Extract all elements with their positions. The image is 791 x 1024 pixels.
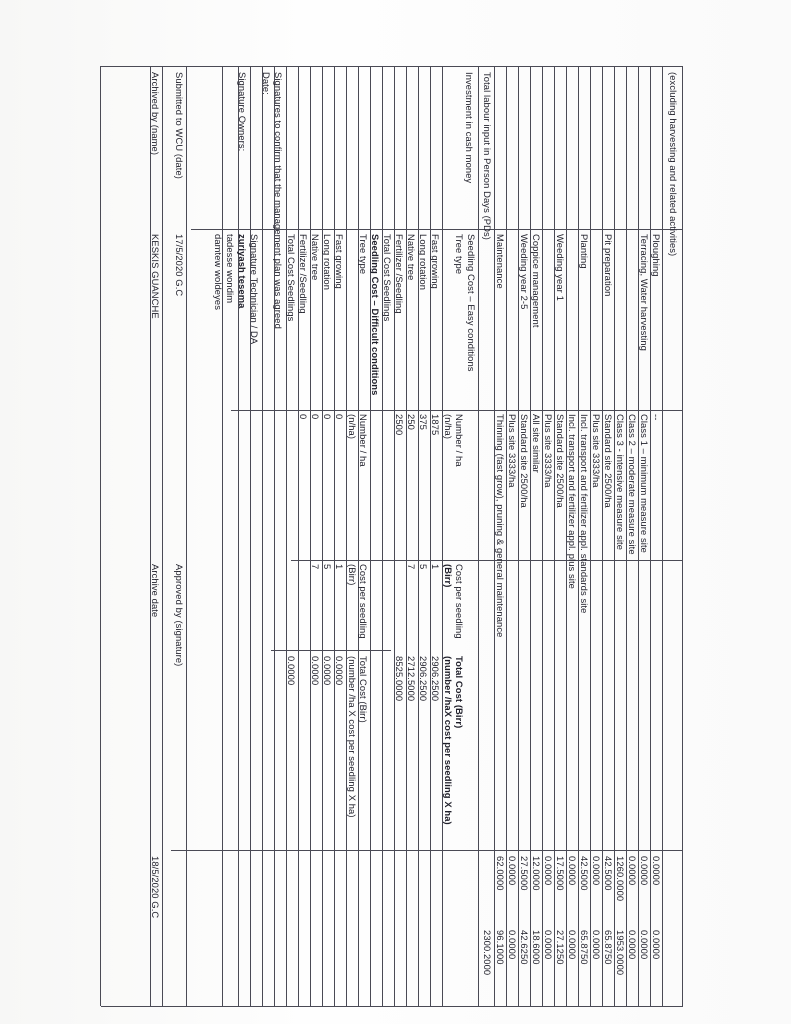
difficult-number: 0 [334,414,345,420]
labour-value-1: 0.0000 [507,856,518,886]
row-rule [238,66,239,1006]
easy-col-total: Total Cost (Birr) [454,656,465,729]
row-rule [478,66,479,1006]
labour-value-1: 0.0000 [543,856,554,886]
labour-detail: Class 3 - intensive measure site [615,414,626,551]
easy-col-total-sub: (number /haX cost per seedling X ha) [443,656,454,825]
difficult-tree-type: Long rotation [322,234,333,291]
labour-detail: Standard site 2500/ha [555,414,566,508]
easy-total: 8525.0000 [394,656,405,702]
table-left-border [101,66,683,67]
labour-value-2: 0.0000 [627,930,638,960]
archived-by-name: KESKIS GUANCHE [150,234,161,319]
owners-signature-label: Signature Owners: [237,72,248,152]
easy-total: 2906.2500 [418,656,429,702]
labour-detail: All site similar [531,414,542,473]
row-rule [370,66,371,1006]
easy-tree-type: Fertilizer /Seedling [394,234,405,314]
labour-activity: Planting [579,234,590,269]
difficult-seedling-title: Seedling Cost – Difficult conditions [370,234,381,396]
difficult-number: 0 [298,414,309,420]
labour-value-1: 0.0000 [639,856,650,886]
labour-value-2: 65.8750 [603,930,614,965]
labour-value-2: 1953.0000 [615,930,626,976]
easy-col-number: Number / ha [454,414,465,467]
difficult-col-total-sub: (number /ha X cost per seedling X ha) [347,656,358,818]
labour-value-1: 42.5000 [579,856,590,891]
signatures-intro: Signatures to confirm that the management plan was agreed [273,72,284,329]
labour-value-1: 0.0000 [567,856,578,886]
labour-value-1: 62.0000 [495,856,506,891]
labour-value-1: 1260.0000 [615,856,626,902]
labour-detail: Standard site 2500/ha [519,414,530,508]
easy-total-label: Total Cost Seedlings [382,234,393,322]
labour-detail: Standard site 2500/ha [603,414,614,508]
archive-date-label: Archive date [150,564,161,618]
easy-tree-type: Long rotation [418,234,429,291]
row-rule [222,66,223,1006]
easy-col-cost: Cost per seedling [454,564,465,639]
labour-value-2: 0.0000 [543,930,554,960]
difficult-tree-type: Fast growing [334,234,345,289]
row-rule [298,66,299,1006]
difficult-col-number-sub: (n/ha) [347,414,358,440]
labour-detail: Incl. transport and fertilizer appl. standards site [579,414,590,614]
column-divider [171,850,683,851]
difficult-col-number: Number / ha [358,414,369,467]
archived-by-label: Archived by (name) [150,72,161,156]
row-rule [358,66,359,1006]
difficult-total-value: 0.0000 [286,656,297,686]
table-right-border [101,1006,683,1007]
easy-tree-type: Fast growing [430,234,441,289]
signatures-date-label: Date: [261,72,272,95]
labour-value-2: 18.6000 [531,930,542,965]
total-labour-label: Total labour input in Person Days (PDs) [482,72,493,241]
labour-detail: Plus site 3333/ha [543,414,554,488]
labour-detail: -- [651,414,662,421]
row-rule [186,66,187,1006]
labour-detail: Class 1 – minimum measure site [639,414,650,553]
labour-detail: Incl. transport and fertilizer appl. plus site [567,414,578,589]
investment-label: Investment in cash money [464,72,475,184]
technician-signature-label: Signature Technician / DA [249,234,260,345]
easy-number: 1875 [430,414,441,436]
easy-tree-type: Native tree [406,234,417,281]
row-rule [250,66,251,1006]
easy-cost: 1 [430,564,441,570]
labour-value-1: 0.0000 [591,856,602,886]
archive-date-value: 18/5/2020 G.C [150,856,161,919]
labour-detail: Thinning (fast grow), pruning & general maintenance [495,414,506,638]
labour-value-1: 42.5000 [603,856,614,891]
labour-value-2: 65.8750 [579,930,590,965]
difficult-col-total: Total Cost (Birr) [358,656,369,723]
labour-value-1: 27.5000 [519,856,530,891]
labour-value-2: 0.0000 [507,930,518,960]
labour-detail: Class 2 – moderate measure site [627,414,638,555]
labour-value-2: 0.0000 [567,930,578,960]
easy-number: 250 [406,414,417,430]
easy-cost: 5 [418,564,429,570]
difficult-cost: 1 [334,564,345,570]
difficult-col-type: Tree type [358,234,369,275]
labour-activity: Pit preparation [603,234,614,297]
difficult-tree-type: Native tree [310,234,321,281]
labour-value-1: 0.0000 [627,856,638,886]
easy-number: 2500 [394,414,405,436]
row-rule [346,66,347,1006]
easy-total: 2712.5000 [406,656,417,702]
submitted-label: Submitted to WCU (date) [174,72,185,180]
labour-activity: Coppice management [531,234,542,328]
row-rule [100,66,101,1006]
row-rule [322,66,323,1006]
easy-number: 375 [418,414,429,430]
difficult-number: 0 [322,414,333,420]
easy-seedling-title: Seedling Cost – Easy conditions [466,234,477,372]
row-rule [682,66,683,1006]
difficult-total: 0.0000 [334,656,345,686]
row-rule [286,66,287,1006]
labour-value-2: 42.6250 [519,930,530,965]
difficult-col-cost: Cost per seedling [358,564,369,639]
labour-activity: Weeding year 2-5 [519,234,530,310]
submitted-date: 17/5/2020 G.C [174,234,185,297]
activities-header: (excluding harvesting and related activities) [668,72,679,257]
approved-label: Approved by (signature) [174,564,185,667]
labour-value-2: 0.0000 [591,930,602,960]
labour-activity: Ploughing [651,234,662,277]
labour-activity: Maintenance [495,234,506,289]
owner-name: tadesse wondim [225,234,236,304]
labour-detail: Plus site 3333/ha [591,414,602,488]
row-rule [406,66,407,1006]
difficult-number: 0 [310,414,321,420]
row-rule [662,66,663,1006]
difficult-col-cost-sub: (Birr) [347,564,358,586]
labour-value-2: 27.1250 [555,930,566,965]
row-rule [394,66,395,1006]
easy-cost: 7 [406,564,417,570]
row-rule [442,66,443,1006]
easy-col-number-sub: (n/ha) [443,414,454,440]
row-rule [382,66,383,1006]
row-rule [310,66,311,1006]
difficult-total-label: Total Cost Seedlings [286,234,297,322]
row-rule [418,66,419,1006]
labour-value-1: 17.5000 [555,856,566,891]
column-divider [271,650,391,651]
owner-name: damtew woldeyes [213,234,224,311]
row-rule [430,66,431,1006]
easy-col-cost-sub: (Birr) [443,564,454,588]
labour-detail: Plus site 3333/ha [507,414,518,488]
labour-value-1: 0.0000 [651,856,662,886]
column-divider [291,560,683,561]
total-labour-value: 2300.2000 [482,930,493,976]
difficult-cost: 7 [310,564,321,570]
labour-activity: Terracing, Water harvesting [639,234,650,351]
difficult-tree-type: Fertilizer /Seedling [298,234,309,314]
easy-col-type: Tree type [454,234,465,275]
difficult-total: 0.0000 [322,656,333,686]
row-rule [162,66,163,1006]
row-rule [262,66,263,1006]
difficult-total: 0.0000 [310,656,321,686]
owner-name: zuriyash tesema [237,234,248,309]
column-divider [191,229,683,230]
labour-activity: Weeding year 1 [555,234,566,301]
labour-value-2: 0.0000 [639,930,650,960]
easy-total: 2906.2500 [430,656,441,702]
labour-value-2: 0.0000 [651,930,662,960]
labour-value-2: 96.1000 [495,930,506,965]
row-rule [334,66,335,1006]
difficult-cost: 5 [322,564,333,570]
labour-value-1: 12.0000 [531,856,542,891]
